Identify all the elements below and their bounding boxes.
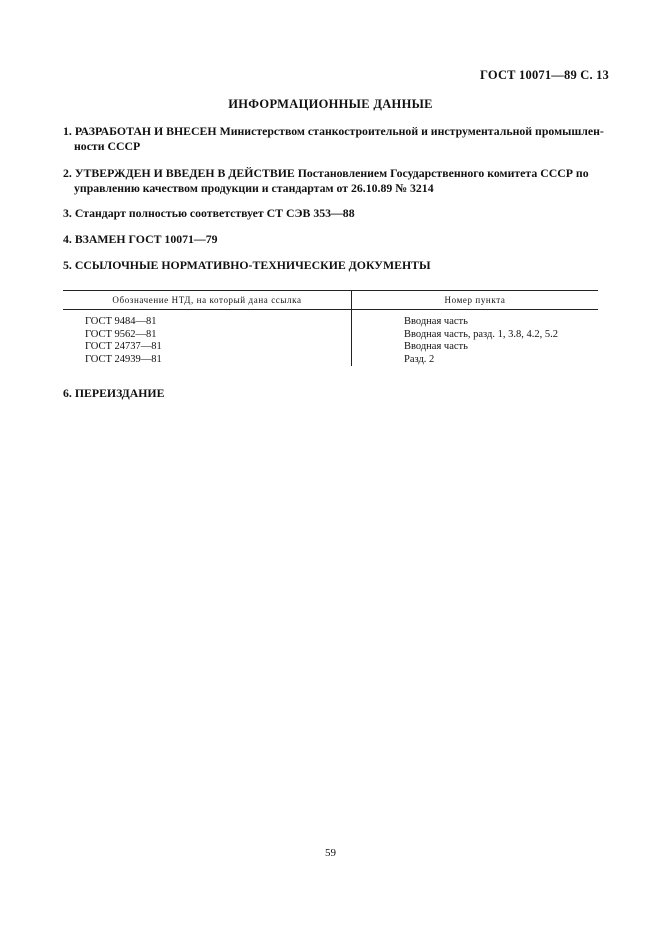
table-header-row	[63, 291, 598, 310]
item-text: Министерством станкостроительной и инструментальной промышлен-	[219, 124, 604, 138]
item-text: ПЕРЕИЗДАНИЕ	[74, 386, 165, 400]
item-number: 6.	[63, 386, 72, 400]
info-item-compliance	[63, 206, 611, 221]
item-number: 2.	[63, 166, 72, 180]
page-title: ИНФОРМАЦИОННЫЕ ДАННЫЕ	[228, 97, 433, 111]
cell-clause: Вводная часть	[404, 341, 468, 352]
cell-designation: ГОСТ 9562—81	[63, 329, 352, 342]
item-text-continued: управлению качеством продукции и стандартам от 26.10.89 № 3214	[74, 181, 434, 195]
table-row	[63, 341, 598, 354]
cell-designation: ГОСТ 24939—81	[63, 354, 352, 367]
item-number: 5.	[63, 258, 72, 272]
item-lead: УТВЕРЖДЕН И ВВЕДЕН В ДЕЙСТВИЕ	[74, 166, 295, 180]
page-number: 59	[325, 847, 336, 859]
item-text-continued: ности СССР	[74, 139, 141, 153]
item-text: ССЫЛОЧНЫЕ НОРМАТИВНО-ТЕХНИЧЕСКИЕ ДОКУМЕНТЫ	[74, 258, 431, 272]
item-lead: РАЗРАБОТАН И ВНЕСЕН	[74, 124, 217, 138]
info-item-references	[63, 258, 611, 273]
info-item-approved	[63, 166, 611, 196]
reference-documents-table	[63, 290, 598, 366]
info-item-reissue	[63, 386, 611, 401]
column-header-designation: Обозначение НТД, на который дана ссылка	[63, 291, 352, 310]
item-number: 1.	[63, 124, 72, 138]
item-text: ВЗАМЕН ГОСТ 10071—79	[74, 232, 218, 246]
cell-clause: Вводная часть, разд. 1, 3.8, 4.2, 5.2	[404, 328, 558, 340]
cell-clause: Разд. 2	[404, 353, 435, 365]
item-number: 3.	[63, 206, 72, 220]
item-text: Стандарт полностью соответствует СТ СЭВ 353—88	[74, 206, 355, 220]
item-number: 4.	[63, 232, 72, 246]
cell-clause: Вводная часть	[404, 316, 468, 327]
document-reference: ГОСТ 10071—89 С. 13	[480, 68, 609, 82]
table-row	[63, 329, 598, 342]
table-row	[63, 310, 598, 329]
column-header-clause: Номер пункта	[352, 291, 599, 310]
info-item-developed	[63, 124, 611, 154]
cell-designation: ГОСТ 24737—81	[63, 341, 352, 354]
table-row	[63, 354, 598, 367]
info-item-replaces	[63, 232, 611, 247]
item-text: Постановлением Государственного комитета СССР по	[297, 166, 589, 180]
cell-designation: ГОСТ 9484—81	[63, 310, 352, 329]
